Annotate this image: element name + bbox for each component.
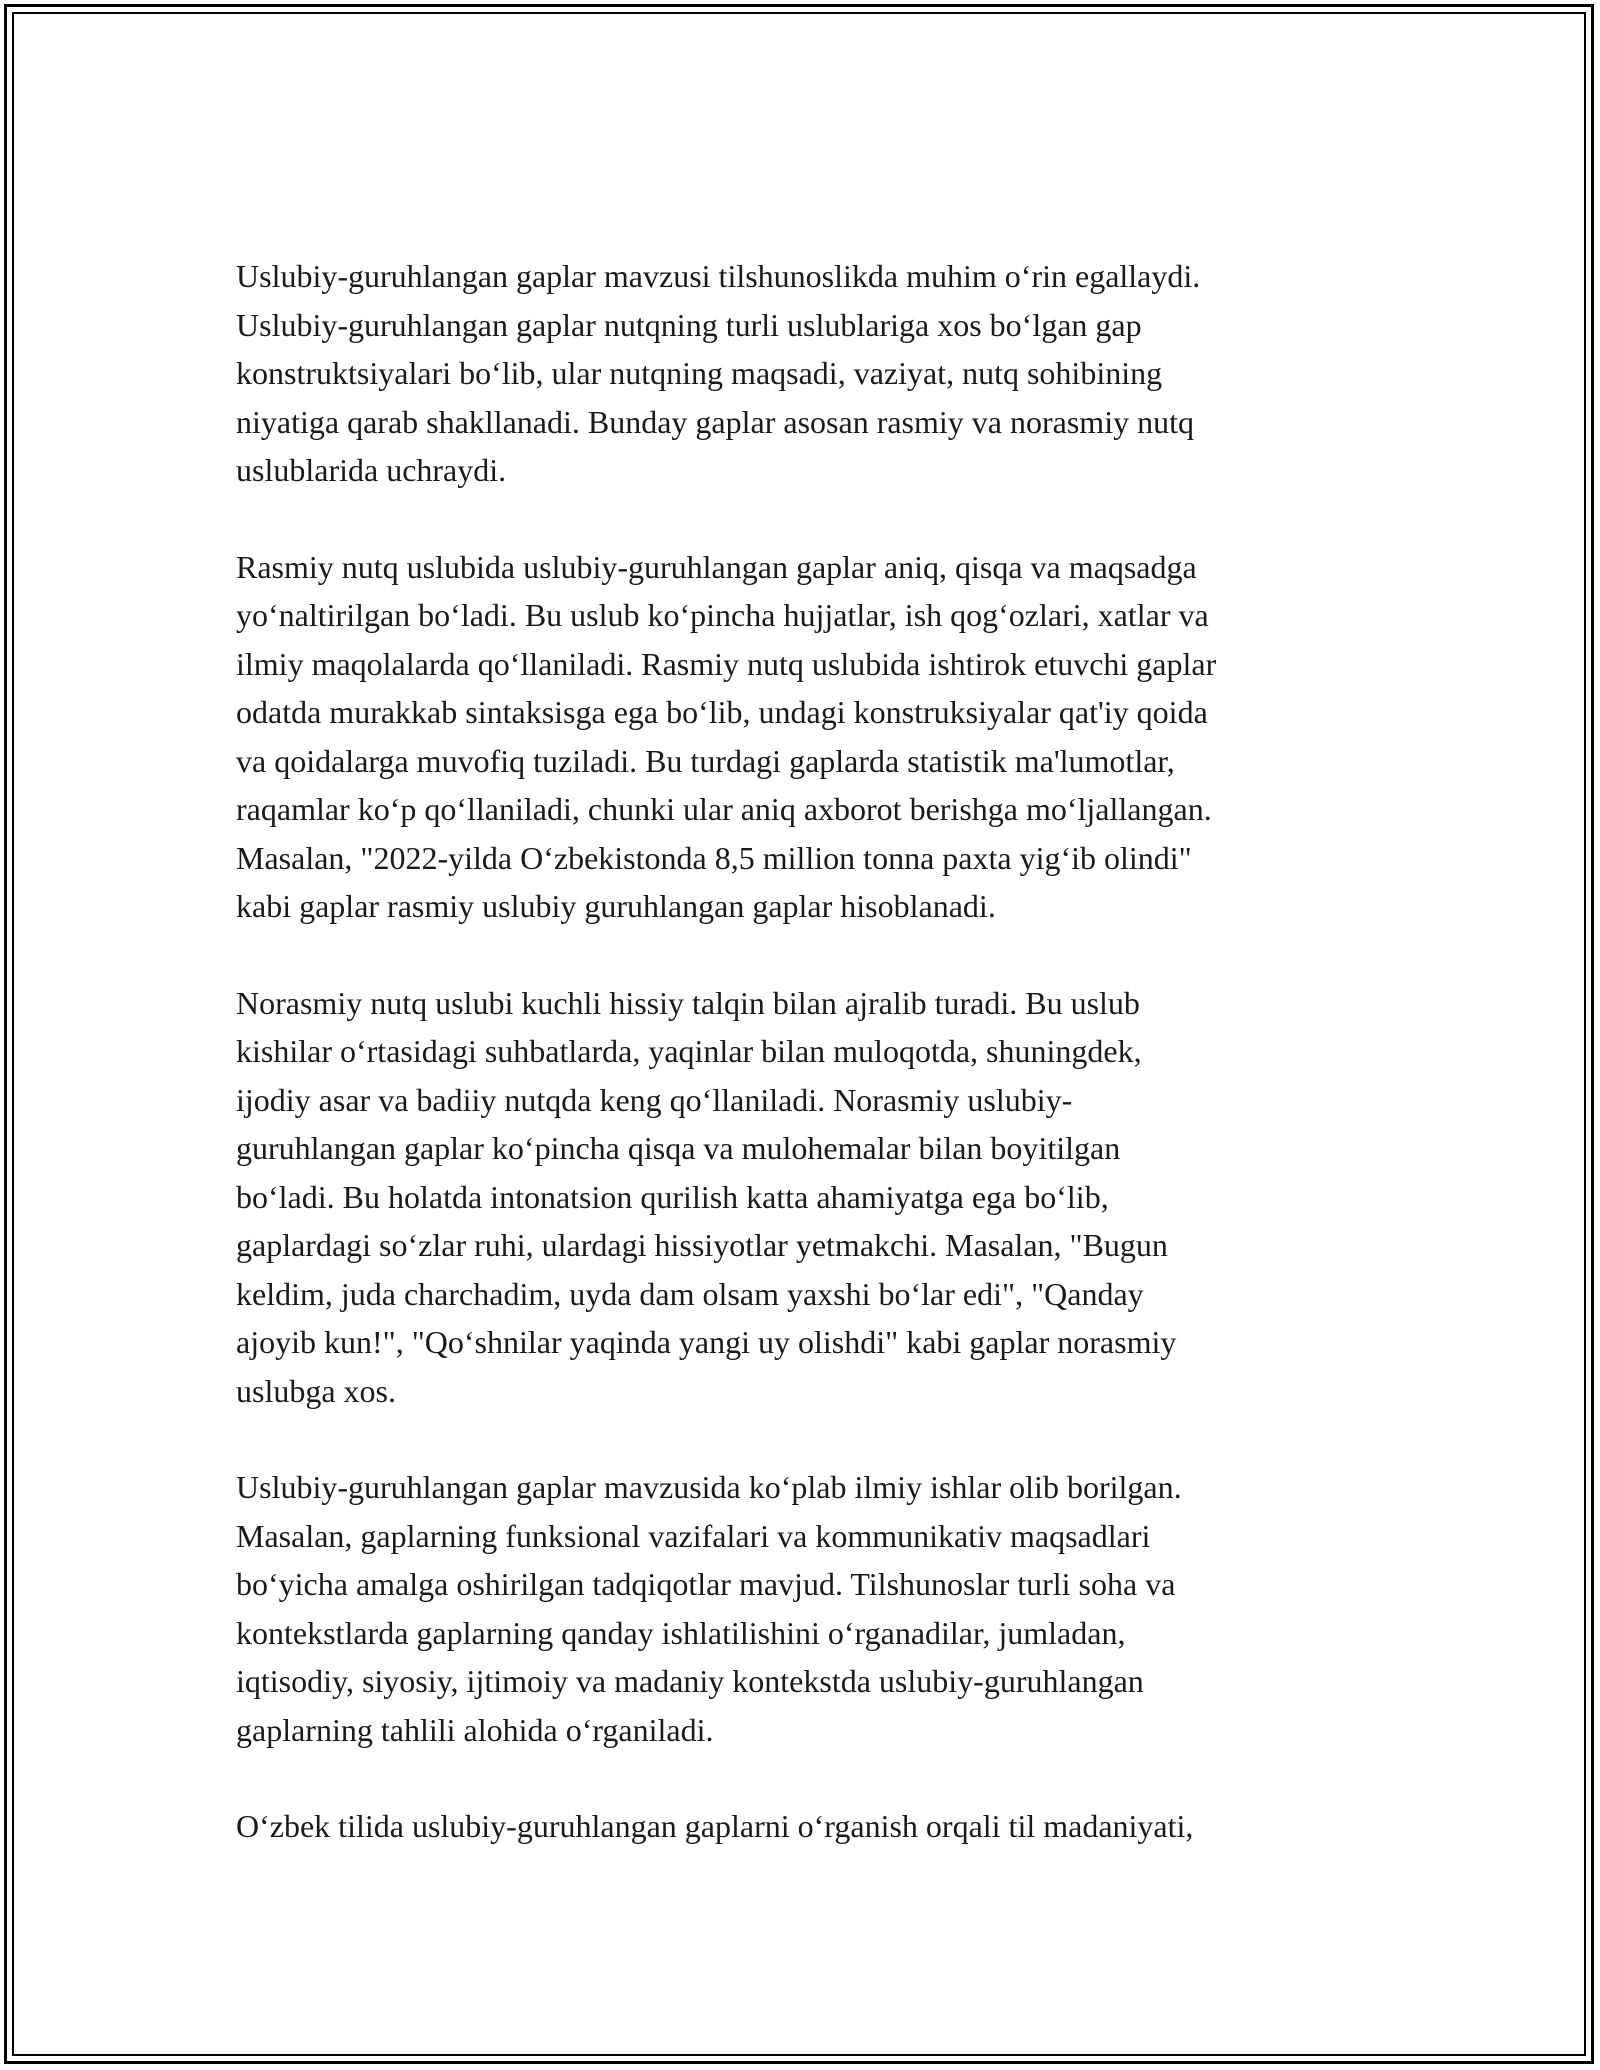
paragraph-4: Uslubiy-guruhlangan gaplar mavzusida koʻplab ilmiy ishlar olib borilgan. Masalan, gaplarning funksional vazifalari va kommunikativ maqsadlari boʻyicha amalga oshirilgan tadqiqotlar mavjud. Tilshunoslar turli soha va kontekstlarda gaplarning qanday ishlatilishini oʻrganadilar, jumladan, iqtisodiy, siyosiy, ijtimoiy va madaniy kontekstda uslubiy-guruhlangan gaplarning tahlili alohida oʻrganiladi.	[236, 1469, 1182, 1748]
paragraph-3: Norasmiy nutq uslubi kuchli hissiy talqin bilan ajralib turadi. Bu uslub kishilar oʻrtasidagi suhbatlarda, yaqinlar bilan muloqotda, shuningdek, ijodiy asar va badiiy nutqda keng qoʻllaniladi. Norasmiy uslubiy- guruhlangan gaplar koʻpincha qisqa va mulohemalar bilan boyitilgan boʻladi. Bu holatda intonatsion qurilish katta ahamiyatga ega boʻlib, gaplardagi soʻzlar ruhi, ulardagi hissiyotlar yetmakchi. Masalan, "Bugun keldim, juda charchadim, uyda dam olsam yaxshi boʻlar edi", "Qanday ajoyib kun!", "Qoʻshnilar yaqinda yangi uy olishdi" kabi gaplar norasmiy uslubga xos.	[236, 984, 1177, 1409]
paragraph-1: Uslubiy-guruhlangan gaplar mavzusi tilshunoslikda muhim oʻrin egallaydi. Uslubiy-guruhlangan gaplar nutqning turli uslublariga xos boʻlgan gap konstruktsiyalari boʻlib, ular nutqning maqsadi, vaziyat, nutq sohibining niyatiga qarab shakllanadi. Bunday gaplar asosan rasmiy va norasmiy nutq uslublarida uchraydi.	[236, 258, 1201, 488]
paragraph-5: Oʻzbek tilida uslubiy-guruhlangan gaplarni oʻrganish orqali til madaniyati,	[236, 1808, 1194, 1844]
paragraph-2: Rasmiy nutq uslubida uslubiy-guruhlangan gaplar aniq, qisqa va maqsadga yoʻnaltirilgan boʻladi. Bu uslub koʻpincha hujjatlar, ish qogʻozlari, xatlar va ilmiy maqolalarda qoʻllaniladi. Rasmiy nutq uslubida ishtirok etuvchi gaplar odatda murakkab sintaksisga ega boʻlib, undagi konstruksiyalar qat'iy qoida va qoidalarga muvofiq tuziladi. Bu turdagi gaplarda statistik ma'lumotlar, raqamlar koʻp qoʻllaniladi, chunki ular aniq axborot berishga moʻljallangan. Masalan, "2022-yilda Oʻzbekistonda 8,5 million tonna paxta yigʻib olindi" kabi gaplar rasmiy uslubiy guruhlangan gaplar hisoblanadi.	[236, 548, 1217, 924]
document-body	[236, 252, 1366, 1899]
